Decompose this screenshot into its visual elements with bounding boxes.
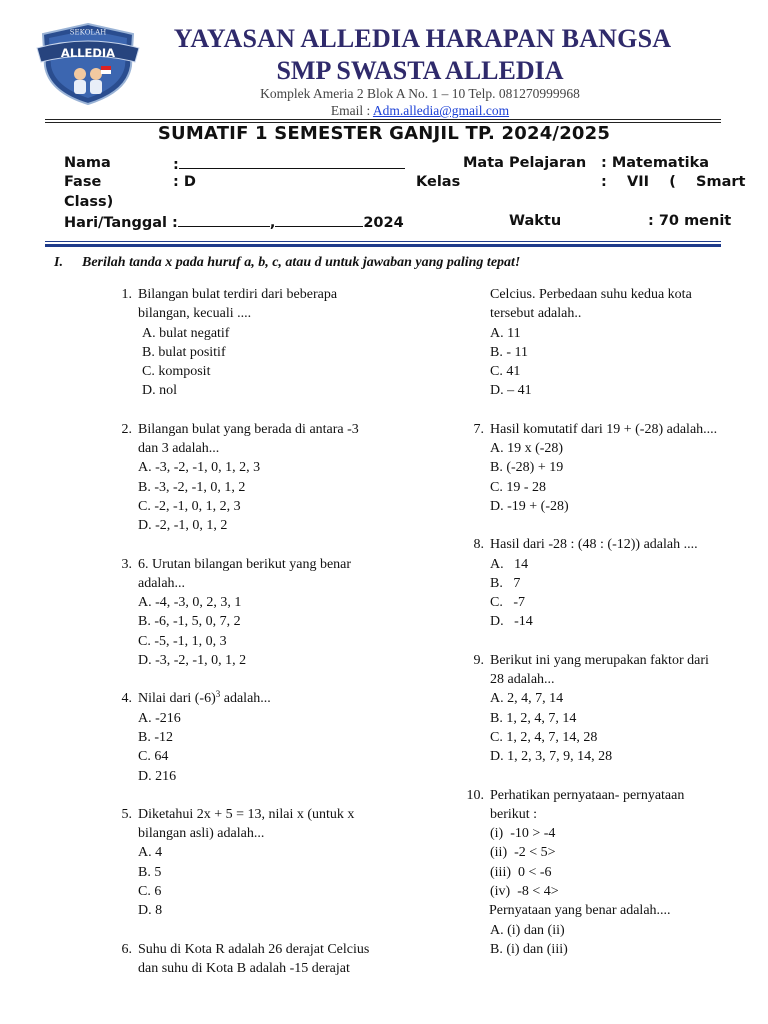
statement-i: (i) -10 > -4 — [490, 826, 556, 842]
option-a[interactable]: A. 14 — [490, 556, 529, 572]
tanggal-field — [64, 213, 404, 231]
logo-text-top: SEKOLAH — [69, 28, 107, 37]
question-text-end: adalah... — [220, 691, 271, 707]
option-b[interactable]: B. -12 — [138, 729, 173, 745]
option-a[interactable]: A. 11 — [490, 325, 521, 341]
question-text: Pernyataan yang benar adalah.... — [489, 903, 671, 919]
question-number: 10. — [466, 787, 484, 803]
foundation-name: YAYASAN ALLEDIA HARAPAN BANGSA — [173, 24, 672, 53]
option-d[interactable]: D. -2, -1, 0, 1, 2 — [138, 518, 228, 534]
option-d[interactable]: D. – 41 — [490, 383, 532, 399]
question-text: berikut : — [490, 806, 538, 822]
mapel-label: Mata Pelajaran — [463, 155, 587, 171]
option-c[interactable]: C. 6 — [138, 884, 162, 900]
option-d[interactable]: D. -3, -2, -1, 0, 1, 2 — [138, 653, 247, 669]
tanggal-comma: , — [269, 215, 276, 231]
waktu-label: Waktu — [509, 213, 562, 229]
option-d[interactable]: D. -14 — [490, 614, 533, 630]
question-6 — [115, 940, 455, 979]
question-4 — [115, 689, 455, 785]
logo-text-main: ALLEDIA — [60, 46, 116, 60]
school-name: SMP SWASTA ALLEDIA — [276, 56, 564, 85]
question-text: Bilangan bulat terdiri dari beberapa — [138, 287, 338, 302]
option-d[interactable]: D. 8 — [138, 903, 163, 919]
question-1 — [115, 285, 455, 401]
option-a[interactable]: A. -3, -2, -1, 0, 1, 2, 3 — [138, 460, 261, 476]
questions-right-column — [467, 285, 757, 959]
option-d[interactable]: D. 1, 2, 3, 7, 9, 14, 28 — [490, 749, 613, 765]
question-text: Suhu di Kota R adalah 26 derajat Celcius — [138, 941, 370, 957]
tanggal-blank[interactable] — [275, 213, 363, 227]
question-6-continued — [467, 285, 757, 401]
option-b[interactable]: B. bulat positif — [142, 344, 226, 360]
option-d[interactable]: D. nol — [142, 383, 177, 399]
tanggal-year: 2024 — [363, 215, 404, 231]
instruction-number: I. — [54, 255, 63, 270]
email-link[interactable]: Adm.alledia@gmail.com — [372, 103, 510, 118]
question-text: adalah... — [138, 575, 186, 591]
question-text: Hasil komutatif dari 19 + (-28) adalah.... — [490, 421, 718, 437]
school-address: Komplek Ameria 2 Blok A No. 1 – 10 Telp. 081270999968 — [260, 86, 580, 101]
nama-blank[interactable] — [179, 155, 405, 169]
nama-colon: : — [173, 157, 179, 173]
question-10 — [467, 786, 757, 960]
option-a[interactable]: A. 4 — [138, 845, 163, 861]
question-9 — [467, 651, 757, 767]
meta-divider-thick — [45, 244, 721, 247]
question-number: 4. — [121, 691, 132, 707]
question-number: 2. — [121, 421, 132, 437]
nama-field — [173, 155, 405, 173]
question-number: 7. — [473, 421, 484, 437]
option-d[interactable]: D. -19 + (-28) — [490, 498, 569, 514]
question-number: 5. — [121, 806, 132, 822]
option-c[interactable]: C. 1, 2, 4, 7, 14, 28 — [490, 729, 598, 745]
kelas-value-cont: Class) — [64, 194, 114, 210]
waktu-value: : 70 menit — [648, 213, 732, 229]
option-c[interactable]: C. -5, -1, 1, 0, 3 — [138, 633, 227, 649]
question-text: Diketahui 2x + 5 = 13, nilai x (untuk x — [138, 806, 355, 822]
option-b[interactable]: B. 7 — [490, 575, 521, 591]
question-number: 9. — [473, 652, 484, 668]
question-text: Bilangan bulat yang berada di antara -3 — [138, 421, 359, 437]
option-c[interactable]: C. 64 — [138, 749, 169, 765]
kelas-value: : VII ( Smart — [601, 174, 746, 190]
question-text: 28 adalah... — [490, 672, 555, 688]
instruction-text: Berilah tanda x pada huruf a, b, c, atau d untuk jawaban yang paling tepat! — [82, 255, 521, 270]
question-2 — [115, 420, 455, 536]
tanggal-label: Hari/Tanggal : — [64, 215, 178, 231]
question-text: Berikut ini yang merupakan faktor dari — [490, 652, 709, 668]
question-text: Perhatikan pernyataan- pernyataan — [490, 787, 685, 803]
option-c[interactable]: C. 19 - 28 — [490, 479, 546, 495]
option-b[interactable]: B. 1, 2, 4, 7, 14 — [490, 710, 577, 726]
question-5 — [115, 805, 455, 921]
email-label: Email : — [330, 103, 373, 118]
option-c[interactable]: C. -7 — [490, 595, 525, 611]
question-text: bilangan, kecuali .... — [138, 306, 252, 322]
fase-value: : D — [173, 174, 196, 190]
mapel-value: : Matematika — [601, 155, 710, 171]
question-text: dan 3 adalah... — [138, 441, 220, 457]
question-text: Hasil dari -28 : (48 : (-12)) adalah .... — [490, 537, 698, 553]
statement-ii: (ii) -2 < 5> — [490, 845, 556, 861]
school-logo — [35, 22, 141, 106]
header-divider — [45, 119, 721, 120]
question-text: tersebut adalah.. — [490, 306, 582, 322]
question-3 — [115, 555, 455, 671]
option-b[interactable]: B. -3, -2, -1, 0, 1, 2 — [138, 479, 246, 495]
option-c[interactable]: C. 41 — [490, 364, 521, 380]
question-text: 6. Urutan bilangan berikut yang benar — [138, 556, 352, 572]
hari-blank[interactable] — [178, 213, 270, 227]
option-b[interactable]: B. -6, -1, 5, 0, 7, 2 — [138, 614, 241, 630]
option-b[interactable]: B. (i) dan (iii) — [490, 941, 568, 957]
fase-label: Fase — [64, 174, 102, 190]
question-number: 8. — [473, 537, 484, 553]
option-c[interactable]: C. -2, -1, 0, 1, 2, 3 — [138, 498, 241, 514]
exam-title: SUMATIF 1 SEMESTER GANJIL TP. 2024/2025 — [157, 123, 611, 144]
school-email-line — [160, 103, 680, 119]
question-number: 6. — [121, 941, 132, 957]
question-number: 1. — [121, 287, 132, 302]
option-a[interactable]: A. -216 — [138, 710, 181, 726]
option-b[interactable]: B. - 11 — [490, 344, 528, 360]
meta-divider — [45, 241, 721, 242]
question-text: bilangan asli) adalah... — [138, 826, 265, 842]
question-text: dan suhu di Kota B adalah -15 derajat — [138, 960, 350, 976]
question-text: Celcius. Perbedaan suhu kedua kota — [490, 287, 692, 302]
option-a[interactable]: A. -4, -3, 0, 2, 3, 1 — [138, 595, 242, 611]
nama-label: Nama — [64, 155, 111, 171]
statement-iv: (iv) -8 < 4> — [490, 884, 559, 900]
kelas-label: Kelas — [416, 174, 461, 190]
statement-iii: (iii) 0 < -6 — [490, 864, 552, 880]
exponent: 3 — [215, 689, 221, 700]
option-d[interactable]: D. 216 — [138, 768, 177, 784]
option-a[interactable]: A. (i) dan (ii) — [490, 922, 565, 938]
option-b[interactable]: B. (-28) + 19 — [490, 460, 564, 476]
option-a[interactable]: A. bulat negatif — [142, 325, 230, 341]
instruction — [54, 255, 520, 271]
question-8 — [467, 535, 757, 631]
option-c[interactable]: C. komposit — [142, 364, 211, 380]
question-7 — [467, 420, 757, 516]
question-text: Nilai dari (-6) — [138, 691, 216, 707]
option-a[interactable]: A. 2, 4, 7, 14 — [490, 691, 564, 707]
option-b[interactable]: B. 5 — [138, 864, 162, 880]
question-number: 3. — [121, 556, 132, 572]
questions-left-column — [115, 285, 455, 978]
option-a[interactable]: A. 19 x (-28) — [490, 441, 564, 457]
